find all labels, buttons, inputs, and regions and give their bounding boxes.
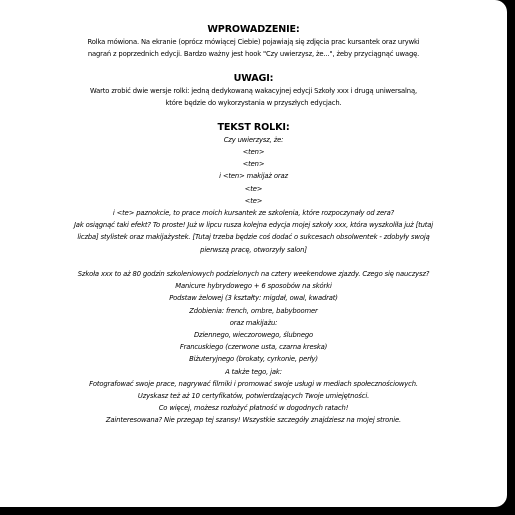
script-line: <ten> — [242, 160, 265, 169]
intro-line: nagrań z poprzednich edycji. Bardzo ważny jest hook "Czy uwierzysz, że...", żeby przyciągnąć uwagę. — [87, 50, 420, 59]
intro-line: Rolka mówiona. Na ekranie (oprócz mówiącej Ciebie) pojawiają się zdjęcia prac kursantek oraz urywki — [87, 38, 420, 47]
notes-line: Warto zrobić dwie wersje rolki: jedną dedykowaną wakacyjnej edycji Szkoły xxx i drugą uniwersalną, — [90, 87, 417, 95]
script-block-intro — [0, 134, 507, 256]
script-line: Biżuteryjnego (brokaty, cyrkonie, perły) — [189, 355, 318, 364]
script-line: Czy uwierzysz, że: — [223, 135, 284, 144]
script-line: Podstaw żelowej (3 kształty: migdał, owal, kwadrat) — [169, 294, 338, 303]
script-line: Manicure hybrydowego + 6 sposobów na skórki — [175, 282, 332, 291]
script-line: Zdobienia: french, ombre, babyboomer — [189, 306, 318, 315]
script-line: Co więcej, możesz rozłożyć płatność w dogodnych ratach! — [158, 404, 349, 413]
script-line: pierwszą pracę, otworzyły salon] — [200, 245, 307, 254]
script-line: Jak osiągnąć taki efekt? To proste! Już w lipcu rusza kolejna edycja mojej szkoły xxx, która wyszkoliła już [tutaj — [73, 221, 434, 230]
script-line: liczba] stylistek oraz makijażystek. [Tutaj trzeba będzie coś dodać o sukcesach obsolwentek - zdobyły swoją — [77, 233, 430, 242]
script-line: A także tego, jak: — [225, 367, 282, 376]
intro-heading: WPROWADZENIE: — [207, 24, 300, 35]
script-line: oraz makijażu: — [229, 318, 278, 327]
script-line: Dziennego, wieczorowego, ślubnego — [193, 331, 314, 340]
script-heading: TEKST ROLKI: — [217, 121, 290, 133]
script-line: <te> — [244, 184, 263, 193]
script-block-program — [0, 268, 507, 427]
script-line: i <ten> makijaż oraz — [219, 172, 288, 181]
notes-heading: UWAGI: — [233, 72, 274, 84]
notes-paragraph — [0, 85, 507, 109]
script-line: Szkoła xxx to aż 80 godzin szkoleniowych podzielonych na cztery weekendowe zjazdy. Czego się nauczysz? — [77, 270, 430, 279]
notes-line: które będzie do wykorzystania w przyszłych edycjach. — [165, 99, 342, 108]
intro-paragraph — [0, 36, 507, 60]
script-line: Zainteresowana? Nie przegap tej szansy! Wszystkie szczegóły znajdziesz na mojej stronie. — [105, 416, 402, 425]
script-line: Uzyskasz też aż 10 certyfikatów, potwierdzających Twoje umiejętności. — [137, 392, 370, 401]
document-content — [0, 24, 507, 427]
script-line: Fotografować swoje prace, nagrywać filmiki i promować swoje usługi w mediach społecznościowych. — [89, 379, 418, 388]
script-line: i <te> paznokcie, to prace moich kursantek ze szkolenia, które rozpoczynały od zera? — [112, 209, 395, 218]
script-line: Francuskiego (czerwone usta, czarna kreska) — [179, 343, 328, 352]
script-line: <te> — [244, 196, 263, 205]
script-line: <ten> — [242, 148, 265, 156]
